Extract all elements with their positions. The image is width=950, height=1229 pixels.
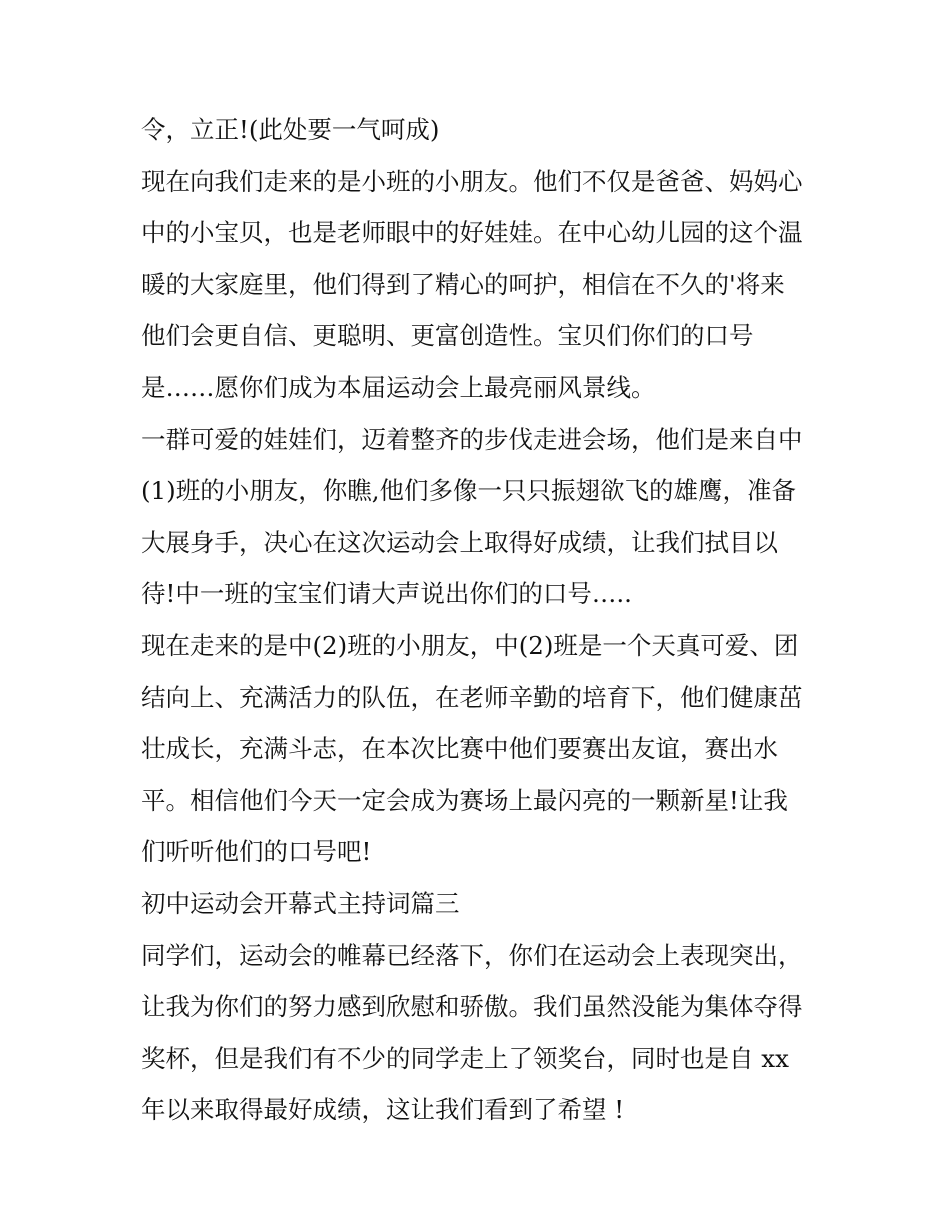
text-line: 大展身手，决心在这次运动会上取得好成绩，让我们拭目以 [141,527,778,557]
text-line: 让我为你们的努力感到欣慰和骄傲。我们虽然没能为集体夺得 [141,992,803,1022]
text-line: 暖的大家庭里，他们得到了精心的呵护，相信在不久的'将来 [141,269,785,299]
text-line: 们听听他们的口号吧! [141,837,372,867]
text-line: 现在走来的是中(2)班的小朋友，中(2)班是一个天真可爱、团 [141,630,799,660]
text-line: 他们会更自信、更聪明、更富创造性。宝贝们你们的口号 [141,321,754,351]
section-heading: 初中运动会开幕式主持词篇三 [141,888,460,918]
text-line: 年以来取得最好成绩，这让我们看到了希望 ! [141,1095,625,1125]
text-line: 壮成长，充满斗志，在本次比赛中他们要赛出友谊，赛出水 [141,734,778,764]
text-line: 同学们，运动会的帷幕已经落下，你们在运动会上表现突出， [141,940,803,970]
text-line: 是……愿你们成为本届运动会上最亮丽风景线。 [141,372,656,402]
document-body [141,104,831,1136]
text-line: 一群可爱的娃娃们，迈着整齐的步伐走进会场，他们是来自中 [141,424,803,454]
text-line: 待!中一班的宝宝们请大声说出你们的口号….. [141,579,632,609]
text-line: 结向上、充满活力的队伍，在老师辛勤的培育下，他们健康茁 [141,682,803,712]
text-line: 令，立正!(此处要一气呵成) [141,115,440,144]
text-line: 中的小宝贝，也是老师眼中的好娃娃。在中心幼儿园的这个温 [141,218,803,248]
text-line: (1)班的小朋友，你瞧,他们多像一只只振翅欲飞的雄鹰，准备 [141,476,796,506]
text-line: 平。相信他们今天一定会成为赛场上最闪亮的一颗新星!让我 [141,785,788,815]
text-line: 现在向我们走来的是小班的小朋友。他们不仅是爸爸、妈妈心 [141,166,803,196]
text-line: 奖杯，但是我们有不少的同学走上了领奖台，同时也是自 xx [141,1043,789,1073]
